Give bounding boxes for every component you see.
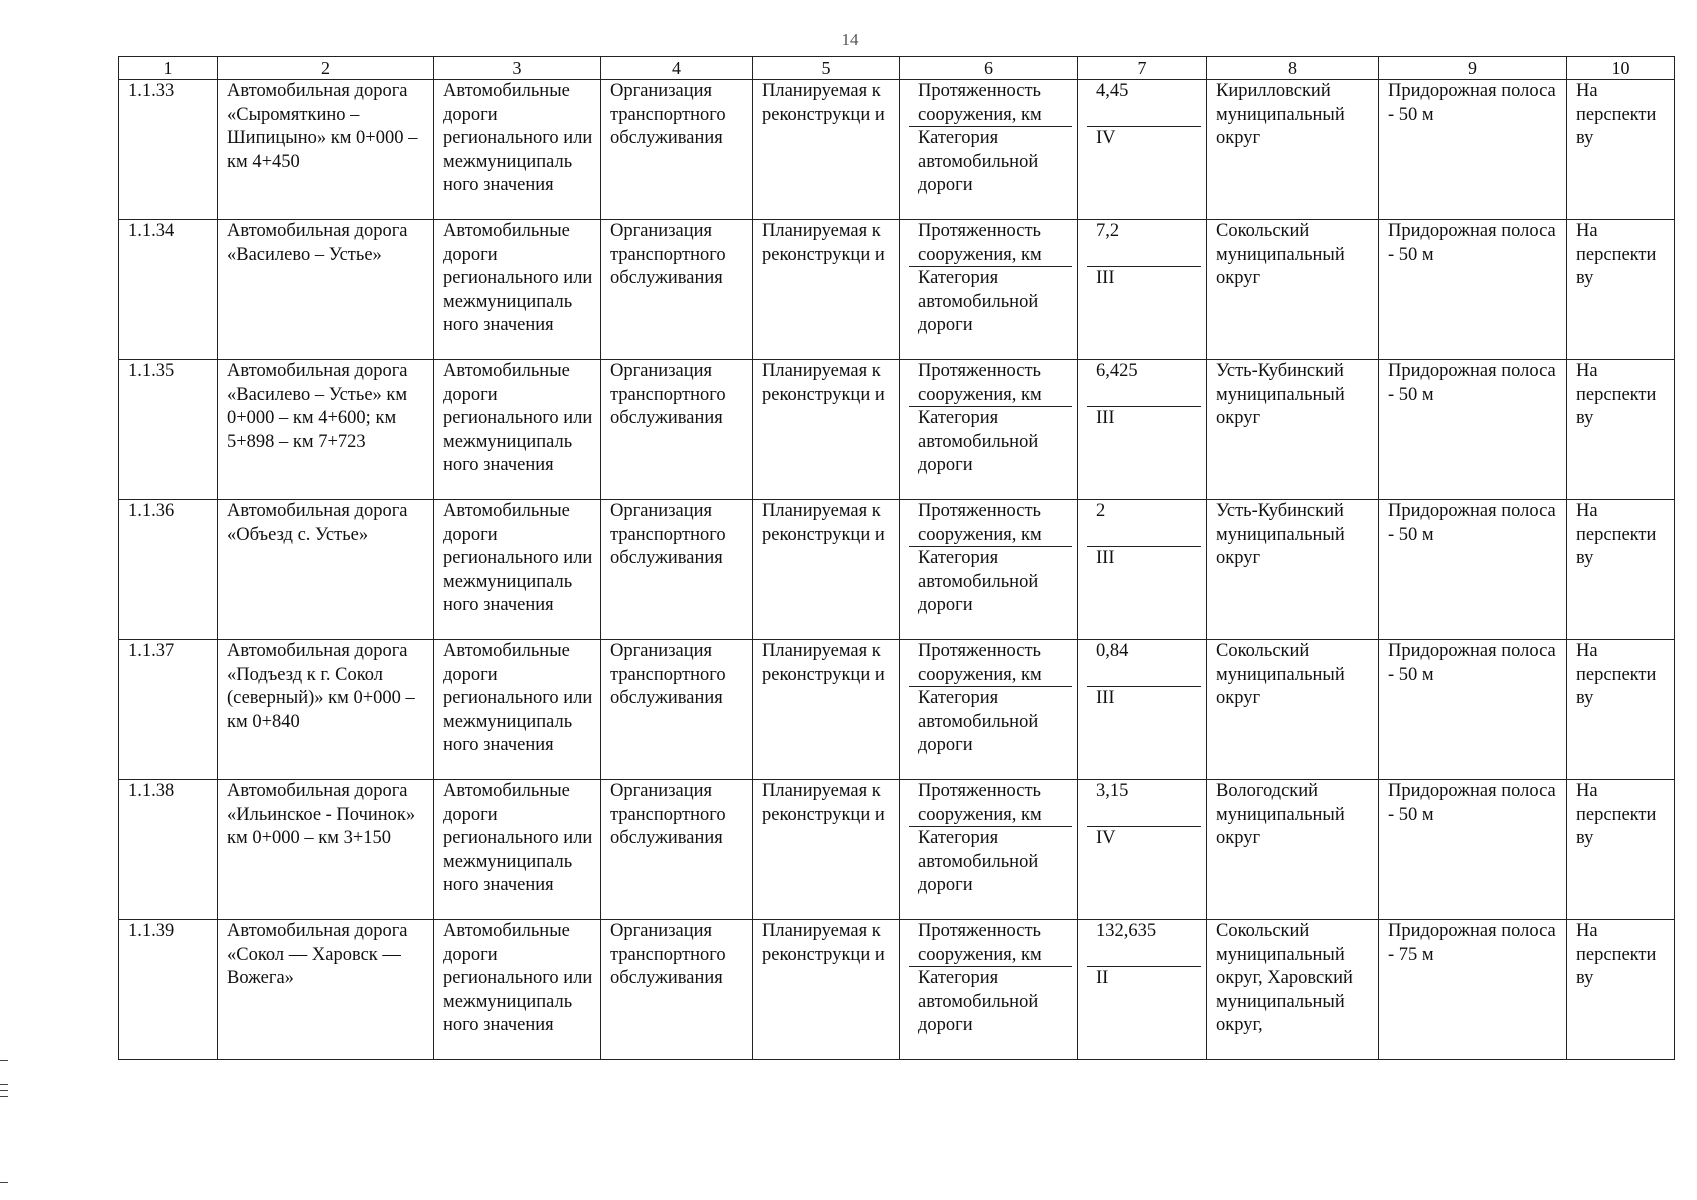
row-number-cell: 1.1.35 [119, 360, 218, 500]
value-cell [1078, 360, 1207, 500]
margin-mark [0, 1182, 8, 1183]
length-label: Протяженность сооружения, км [909, 220, 1072, 267]
length-label: Протяженность сооружения, км [909, 920, 1072, 967]
parameter-cell [900, 500, 1078, 640]
category-value: III [1096, 268, 1115, 288]
category-label: Категория автомобильной дороги [918, 128, 1039, 195]
category-value: III [1096, 408, 1115, 428]
location-cell: Сокольский муниципальный округ, Харовский муниципальный округ, [1207, 920, 1379, 1060]
road-name-cell: Автомобильная дорога «Объезд с. Устье» [218, 500, 434, 640]
road-type-cell: Автомобильные дороги регионального или межмуниципаль ного значения [434, 220, 601, 360]
margin-mark [0, 1084, 8, 1085]
term-cell: На перспекти ву [1567, 360, 1675, 500]
row-number-cell: 1.1.39 [119, 920, 218, 1060]
roads-table [118, 56, 1675, 1060]
term-cell: На перспекти ву [1567, 220, 1675, 360]
table-row [119, 360, 1675, 500]
purpose-cell: Организация транспортного обслуживания [601, 220, 753, 360]
length-label: Протяженность сооружения, км [909, 780, 1072, 827]
row-number-cell: 1.1.36 [119, 500, 218, 640]
parameter-cell [900, 220, 1078, 360]
table-row [119, 500, 1675, 640]
column-header: 10 [1567, 57, 1675, 80]
category-value: III [1096, 688, 1115, 708]
location-cell: Сокольский муниципальный округ [1207, 220, 1379, 360]
term-cell: На перспекти ву [1567, 640, 1675, 780]
value-cell [1078, 920, 1207, 1060]
purpose-cell: Организация транспортного обслуживания [601, 80, 753, 220]
row-number-cell: 1.1.33 [119, 80, 218, 220]
road-type-cell: Автомобильные дороги регионального или межмуниципаль ного значения [434, 920, 601, 1060]
table-row [119, 220, 1675, 360]
status-cell: Планируемая к реконструкци и [753, 360, 900, 500]
margin-mark [0, 1060, 8, 1061]
category-value: II [1096, 968, 1109, 988]
row-number-cell: 1.1.38 [119, 780, 218, 920]
value-cell [1078, 80, 1207, 220]
row-number-cell: 1.1.37 [119, 640, 218, 780]
value-cell [1078, 640, 1207, 780]
length-value: 3,15 [1087, 780, 1201, 827]
length-label: Протяженность сооружения, км [909, 500, 1072, 547]
length-label: Протяженность сооружения, км [909, 360, 1072, 407]
status-cell: Планируемая к реконструкци и [753, 80, 900, 220]
page-number: 14 [841, 30, 859, 49]
column-header: 2 [218, 57, 434, 80]
margin-mark [0, 1096, 8, 1097]
status-cell: Планируемая к реконструкци и [753, 220, 900, 360]
road-type-cell: Автомобильные дороги регионального или межмуниципаль ного значения [434, 360, 601, 500]
parameter-cell [900, 360, 1078, 500]
zone-cell: Придорожная полоса - 50 м [1379, 500, 1567, 640]
status-cell: Планируемая к реконструкци и [753, 920, 900, 1060]
margin-mark [0, 1090, 8, 1091]
value-cell [1078, 500, 1207, 640]
term-cell: На перспекти ву [1567, 80, 1675, 220]
purpose-cell: Организация транспортного обслуживания [601, 360, 753, 500]
zone-cell: Придорожная полоса - 50 м [1379, 80, 1567, 220]
road-type-cell: Автомобильные дороги регионального или межмуниципаль ного значения [434, 780, 601, 920]
column-header: 7 [1078, 57, 1207, 80]
table-body [119, 80, 1675, 1060]
table-row [119, 80, 1675, 220]
zone-cell: Придорожная полоса - 50 м [1379, 780, 1567, 920]
length-value: 132,635 [1087, 920, 1201, 967]
category-value: IV [1096, 828, 1116, 848]
length-label: Протяженность сооружения, км [909, 640, 1072, 687]
purpose-cell: Организация транспортного обслуживания [601, 500, 753, 640]
road-name-cell: Автомобильная дорога «Сокол — Харовск — Вожега» [218, 920, 434, 1060]
length-value: 6,425 [1087, 360, 1201, 407]
table-row [119, 780, 1675, 920]
column-header: 6 [900, 57, 1078, 80]
length-value: 2 [1087, 500, 1201, 547]
road-name-cell: Автомобильная дорога «Василево – Устье» км 0+000 – км 4+600; км 5+898 – км 7+723 [218, 360, 434, 500]
purpose-cell: Организация транспортного обслуживания [601, 920, 753, 1060]
road-name-cell: Автомобильная дорога «Сыромяткино – Шипицыно» км 0+000 – км 4+450 [218, 80, 434, 220]
parameter-cell [900, 80, 1078, 220]
category-value: III [1096, 548, 1115, 568]
category-label: Категория автомобильной дороги [918, 968, 1039, 1035]
status-cell: Планируемая к реконструкци и [753, 780, 900, 920]
category-label: Категория автомобильной дороги [918, 408, 1039, 475]
parameter-cell [900, 640, 1078, 780]
category-label: Категория автомобильной дороги [918, 688, 1039, 755]
column-header: 5 [753, 57, 900, 80]
term-cell: На перспекти ву [1567, 500, 1675, 640]
length-value: 4,45 [1087, 80, 1201, 127]
term-cell: На перспекти ву [1567, 920, 1675, 1060]
value-cell [1078, 220, 1207, 360]
column-header: 9 [1379, 57, 1567, 80]
road-name-cell: Автомобильная дорога «Подъезд к г. Сокол (северный)» км 0+000 – км 0+840 [218, 640, 434, 780]
column-header: 1 [119, 57, 218, 80]
status-cell: Планируемая к реконструкци и [753, 640, 900, 780]
zone-cell: Придорожная полоса - 50 м [1379, 640, 1567, 780]
category-label: Категория автомобильной дороги [918, 268, 1039, 335]
length-label: Протяженность сооружения, км [909, 80, 1072, 127]
parameter-cell [900, 780, 1078, 920]
value-cell [1078, 780, 1207, 920]
road-name-cell: Автомобильная дорога «Ильинское - Починок» км 0+000 – км 3+150 [218, 780, 434, 920]
term-cell: На перспекти ву [1567, 780, 1675, 920]
road-type-cell: Автомобильные дороги регионального или межмуниципаль ного значения [434, 500, 601, 640]
category-label: Категория автомобильной дороги [918, 548, 1039, 615]
category-value: IV [1096, 128, 1116, 148]
status-cell: Планируемая к реконструкци и [753, 500, 900, 640]
zone-cell: Придорожная полоса - 75 м [1379, 920, 1567, 1060]
table-row [119, 920, 1675, 1060]
column-header: 3 [434, 57, 601, 80]
location-cell: Сокольский муниципальный округ [1207, 640, 1379, 780]
zone-cell: Придорожная полоса - 50 м [1379, 220, 1567, 360]
road-name-cell: Автомобильная дорога «Василево – Устье» [218, 220, 434, 360]
road-type-cell: Автомобильные дороги регионального или межмуниципаль ного значения [434, 80, 601, 220]
row-number-cell: 1.1.34 [119, 220, 218, 360]
length-value: 7,2 [1087, 220, 1201, 267]
purpose-cell: Организация транспортного обслуживания [601, 780, 753, 920]
road-type-cell: Автомобильные дороги регионального или межмуниципаль ного значения [434, 640, 601, 780]
category-label: Категория автомобильной дороги [918, 828, 1039, 895]
column-header: 4 [601, 57, 753, 80]
location-cell: Усть-Кубинский муниципальный округ [1207, 360, 1379, 500]
purpose-cell: Организация транспортного обслуживания [601, 640, 753, 780]
table-row [119, 640, 1675, 780]
zone-cell: Придорожная полоса - 50 м [1379, 360, 1567, 500]
length-value: 0,84 [1087, 640, 1201, 687]
column-header: 8 [1207, 57, 1379, 80]
location-cell: Кирилловский муниципальный округ [1207, 80, 1379, 220]
location-cell: Вологодский муниципальный округ [1207, 780, 1379, 920]
location-cell: Усть-Кубинский муниципальный округ [1207, 500, 1379, 640]
parameter-cell [900, 920, 1078, 1060]
header-row [119, 57, 1675, 80]
